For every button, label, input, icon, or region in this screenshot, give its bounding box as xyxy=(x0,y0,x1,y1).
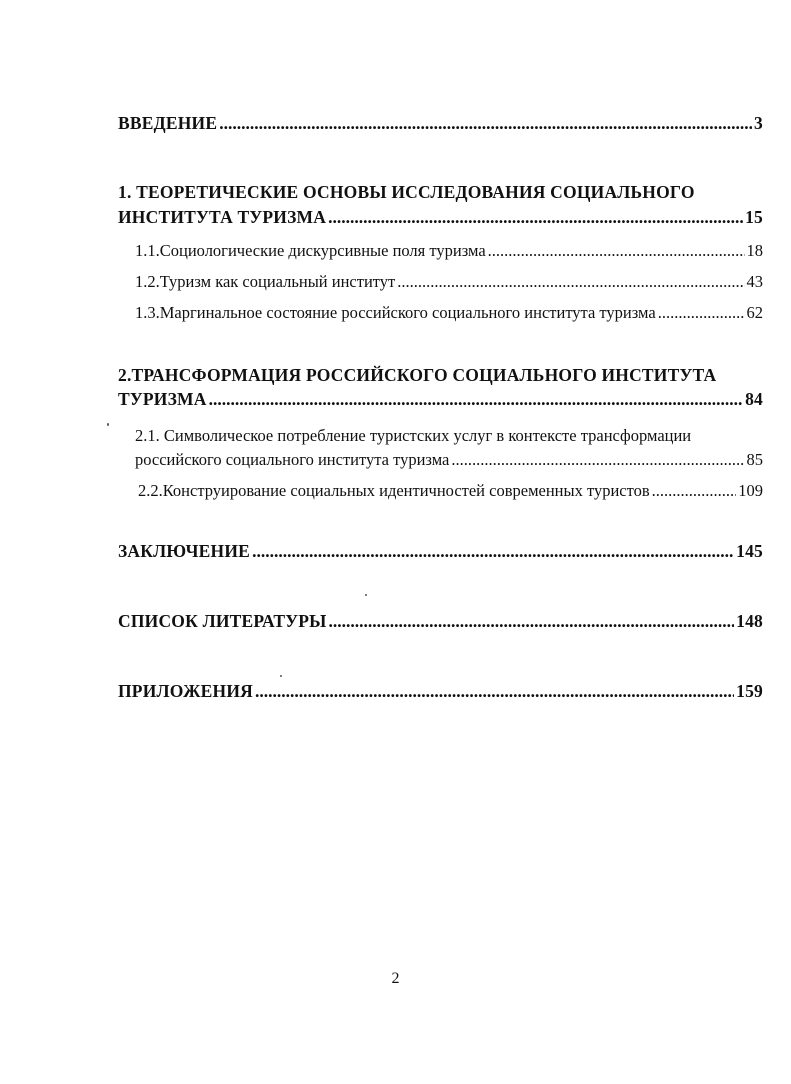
toc-entry-label: СПИСОК ЛИТЕРАТУРЫ xyxy=(118,611,327,631)
toc-entry-label: ИНСТИТУТА ТУРИЗМА xyxy=(118,207,327,227)
toc-entry-section-2-1 xyxy=(135,449,763,471)
scan-speck xyxy=(107,423,109,426)
toc-entry-label: ЗАКЛЮЧЕНИЕ xyxy=(118,541,251,561)
toc-entry-section-1-3 xyxy=(135,302,763,324)
dot-leader xyxy=(329,610,735,632)
toc-entry-label: ВВЕДЕНИЕ xyxy=(118,113,218,133)
toc-entry-page: 62 xyxy=(746,303,763,322)
toc-entry-label: 1.3.Маргинальное состояние российского социального института туризма xyxy=(135,303,656,322)
dot-leader xyxy=(397,271,744,293)
dot-leader xyxy=(255,680,734,702)
toc-entry-label: 1.2.Туризм как социальный институт xyxy=(135,272,396,291)
toc-entry-section-1-2 xyxy=(135,271,763,293)
toc-entry-page: 159 xyxy=(736,681,763,701)
toc-entry-chapter-2 xyxy=(118,388,763,410)
scan-speck xyxy=(365,594,367,596)
dot-leader xyxy=(658,302,745,324)
toc-entry-introduction xyxy=(118,112,763,134)
toc-entry-page: 3 xyxy=(754,113,763,133)
chapter-1-title-line-1: 1. ТЕОРЕТИЧЕСКИЕ ОСНОВЫ ИССЛЕДОВАНИЯ СОЦИАЛЬНОГО xyxy=(118,182,695,202)
scan-speck xyxy=(280,675,282,677)
toc-entry-page: 84 xyxy=(745,389,763,409)
toc-entry-label: российского социального института туризма xyxy=(135,450,450,469)
dot-leader xyxy=(209,388,743,410)
toc-entry-conclusion xyxy=(118,540,763,562)
toc-entry-label: ТУРИЗМА xyxy=(118,389,207,409)
chapter-2-title-line-1: 2.ТРАНСФОРМАЦИЯ РОССИЙСКОГО СОЦИАЛЬНОГО ИНСТИТУТА xyxy=(118,365,717,385)
toc-entry-page: 148 xyxy=(736,611,763,631)
dot-leader xyxy=(652,480,737,502)
toc-entry-references xyxy=(118,610,763,632)
toc-entry-page: 18 xyxy=(746,241,763,260)
toc-entry-page: 43 xyxy=(746,272,763,291)
dot-leader xyxy=(451,449,744,471)
toc-entry-chapter-1 xyxy=(118,206,763,228)
dot-leader xyxy=(328,206,743,228)
toc-entry-page: 15 xyxy=(745,207,763,227)
dot-leader xyxy=(219,112,752,134)
dot-leader xyxy=(488,240,745,262)
toc-entry-page: 85 xyxy=(746,450,763,469)
toc-entry-label: ПРИЛОЖЕНИЯ xyxy=(118,681,253,701)
toc-entry-page: 145 xyxy=(736,541,763,561)
toc-entry-section-1-1 xyxy=(135,240,763,262)
toc-entry-section-2-2 xyxy=(138,480,763,502)
section-2-1-title-line-1: 2.1. Символическое потребление туристских услуг в контексте трансформации xyxy=(135,426,692,445)
page-number: 2 xyxy=(391,970,400,987)
toc-entry-appendices xyxy=(118,680,763,702)
toc-entry-label: 1.1.Социологические дискурсивные поля туризма xyxy=(135,241,486,260)
toc-entry-label: 2.2.Конструирование социальных идентичностей современных туристов xyxy=(138,481,650,500)
dot-leader xyxy=(252,540,734,562)
toc-entry-page: 109 xyxy=(738,481,763,500)
